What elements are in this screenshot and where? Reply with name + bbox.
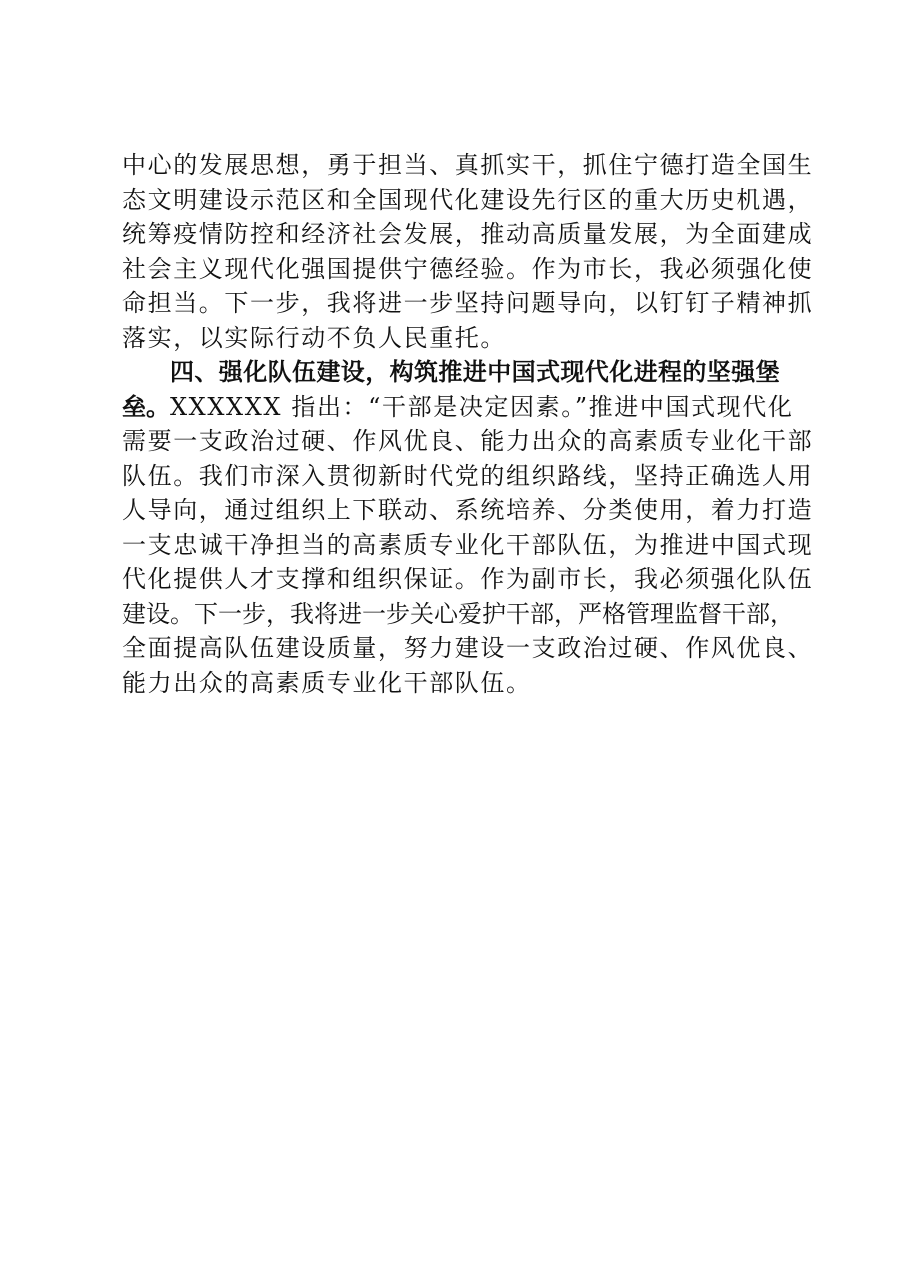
paragraph-line: 人导向，通过组织上下联动、系统培养、分类使用，着力打造 xyxy=(122,496,814,524)
section-heading-end: 垒。 xyxy=(122,392,170,421)
paragraph-line: 队伍。我们市深入贯彻新时代党的组织路线，坚持正确选人用 xyxy=(122,461,814,490)
paragraph-line: 一支忠诚干净担当的高素质专业化干部队伍，为推进中国式现 xyxy=(122,530,814,559)
section-heading-line xyxy=(122,355,802,390)
paragraph-1 xyxy=(122,148,814,355)
paragraph-line: 统筹疫情防控和经济社会发展，推动高质量发展，为全面建成 xyxy=(122,220,814,248)
paragraph-line: 需要一支政治过硬、作风优良、能力出众的高素质专业化干部 xyxy=(122,427,814,455)
paragraph-line: 全面提高队伍建设质量，努力建设一支政治过硬、作风优良、 xyxy=(122,634,814,662)
paragraph-line xyxy=(122,390,802,425)
quote-sentence: XXXXXX 指出：“干部是决定因素。”推进中国式现代化 xyxy=(170,392,794,421)
document-body xyxy=(122,148,814,700)
paragraph-line: 中心的发展思想，勇于担当、真抓实干，抓住宁德打造全国生 xyxy=(122,151,814,179)
paragraph-line: 落实，以实际行动不负人民重托。 xyxy=(122,323,506,352)
paragraph-line: 社会主义现代化强国提供宁德经验。作为市长，我必须强化使 xyxy=(122,254,814,283)
paragraph-line: 建设。下一步，我将进一步关心爱护干部，严格管理监督干部， xyxy=(122,599,794,628)
paragraph-line: 代化提供人才支撑和组织保证。作为副市长，我必须强化队伍 xyxy=(122,565,814,593)
section-heading: 四、强化队伍建设，构筑推进中国式现代化进程的坚强堡 xyxy=(170,358,780,386)
paragraph-line: 态文明建设示范区和全国现代化建设先行区的重大历史机遇， xyxy=(122,185,814,214)
paragraph-line: 能力出众的高素质专业化干部队伍。 xyxy=(122,668,532,697)
paragraph-line: 命担当。下一步，我将进一步坚持问题导向，以钉钉子精神抓 xyxy=(122,289,814,317)
paragraph-2 xyxy=(122,355,814,700)
